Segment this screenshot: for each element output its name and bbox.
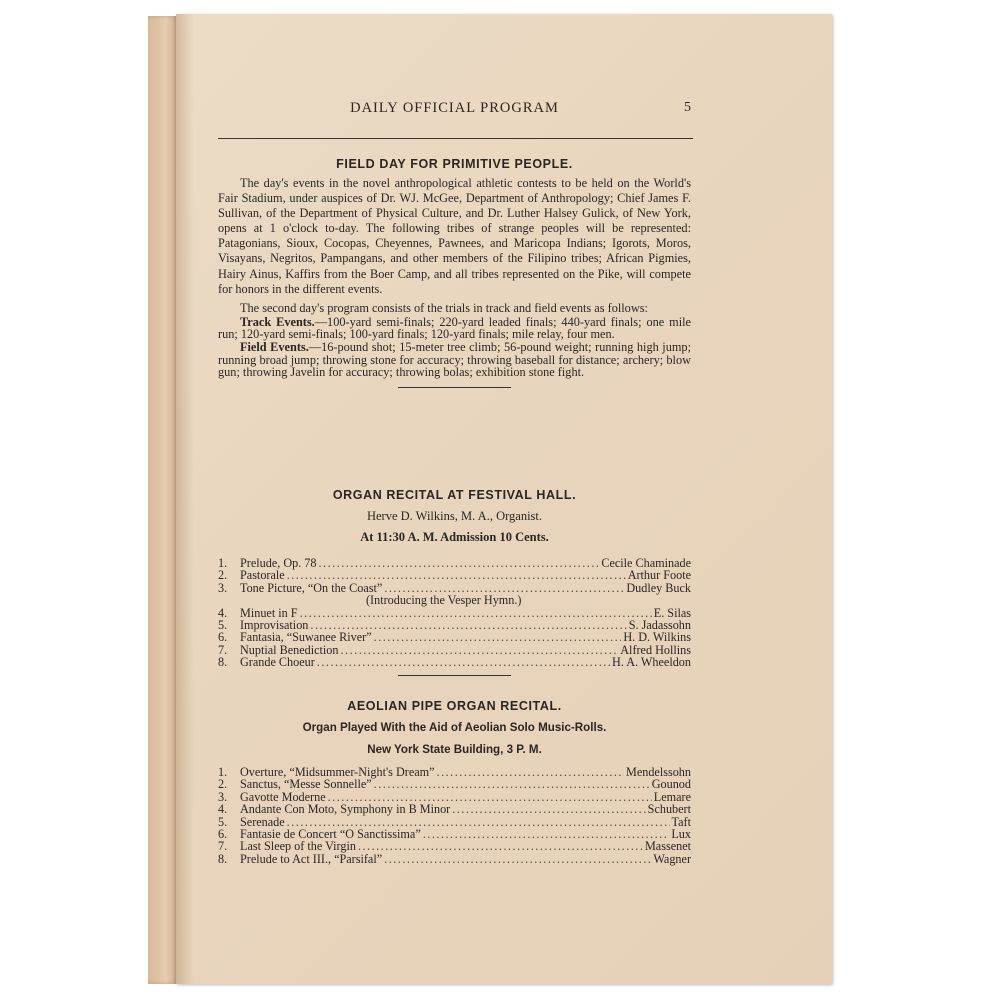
item-number: 6. <box>218 630 228 645</box>
item-number: 2. <box>218 568 228 583</box>
header-rule <box>218 138 693 139</box>
item-number: 6. <box>218 827 228 842</box>
program-item <box>218 656 691 668</box>
aeolian-title: AEOLIAN PIPE ORGAN RECITAL. <box>347 699 562 713</box>
item-title: Serenade <box>240 814 285 829</box>
item-composer: Wagner <box>653 851 691 866</box>
item-title: Grande Choeur <box>240 655 315 670</box>
item-number: 2. <box>218 777 228 792</box>
item-composer: Lemare <box>653 789 691 804</box>
facing-page-edge <box>148 16 178 984</box>
time-admission-line: At 11:30 A. M. Admission 10 Cents. <box>360 530 549 544</box>
item-composer: Arthur Foote <box>627 568 691 583</box>
field-events-label: Field Events. <box>240 340 309 355</box>
item-number: 7. <box>218 839 228 854</box>
field-day-section <box>218 157 691 388</box>
item-number: 3. <box>218 789 228 804</box>
leader-dots <box>374 778 650 790</box>
running-header <box>218 100 691 130</box>
leader-dots <box>317 656 610 668</box>
track-events-paragraph <box>218 316 691 341</box>
item-title: Gavotte Moderne <box>240 789 326 804</box>
header-title: DAILY OFFICIAL PROGRAM <box>350 100 559 116</box>
item-title: Andante Con Moto, Symphony in B Minor <box>240 802 451 817</box>
document-page <box>176 14 832 984</box>
item-number: 5. <box>218 814 228 829</box>
item-title: Improvisation <box>240 618 309 633</box>
item-composer: Taft <box>671 814 691 829</box>
leader-dots <box>358 840 643 852</box>
item-number: 7. <box>218 642 228 657</box>
leader-dots <box>319 557 600 569</box>
section-divider <box>398 387 511 388</box>
item-composer: Dudley Buck <box>626 580 691 595</box>
item-composer: S. Jadassohn <box>628 618 691 633</box>
item-title: Overture, “Midsummer-Night's Dream” <box>240 765 435 779</box>
track-events-text: —100-yard semi-finals; 220-yard leaded finals; 440-yard finals; one mile run; 120-yard semi-finals; 100-yard finals; 120-yard finals; mile relay, four men. <box>218 314 691 342</box>
item-number: 3. <box>218 580 228 595</box>
item-title: Prelude, Op. 78 <box>240 556 317 570</box>
item-number: 1. <box>218 556 228 570</box>
item-composer: Alfred Hollins <box>620 642 691 657</box>
program-item <box>218 853 691 865</box>
program-item <box>218 778 691 790</box>
item-number: 8. <box>218 655 228 670</box>
item-title: Minuet in F <box>240 605 298 620</box>
aeolian-location: New York State Building, 3 P. M. <box>367 743 542 756</box>
aeolian-subtitle: Organ Played With the Aid of Aeolian Solo Music-Rolls. <box>302 721 607 734</box>
item-composer: Mendelssohn <box>626 765 691 779</box>
item-title: Sanctus, “Messe Sonnelle” <box>240 777 372 792</box>
program-item <box>218 840 691 852</box>
item-composer: H. A. Wheeldon <box>612 655 691 670</box>
aeolian-program <box>218 766 691 865</box>
item-title: Prelude to Act III., “Parsifal” <box>240 851 383 866</box>
leader-dots <box>341 644 619 656</box>
item-composer: Gounod <box>651 777 691 792</box>
item-composer: Lux <box>671 827 691 842</box>
leader-dots <box>437 766 624 778</box>
item-number: 4. <box>218 605 228 620</box>
program-item <box>218 631 691 643</box>
organ-recital-program <box>218 557 691 669</box>
leader-dots <box>452 803 645 815</box>
program-item <box>218 803 691 815</box>
item-title: Fantasie de Concert “O Sanctissima” <box>240 827 421 842</box>
item-composer: Cecile Chaminade <box>601 556 691 570</box>
leader-dots <box>287 569 626 581</box>
program-item <box>218 557 691 569</box>
field-day-paragraph-1: The day's events in the novel anthropological athletic contests to be held on the World's Fair Stadium, under auspices of Dr. WJ. McGee, Department of Anthropology; Chief James F. Sullivan, of the Department of Physical Culture, and Dr. Luther Halsey Gulick, of New York, opens at 1 o'clock to-day. The following tribes of strange peoples will be represented: Patagonians, Sioux, Cocopas, Cheyennes, Pawnees, and Maricopa Indians; Igorots, Moros, Visayans, Negritos, Pampangans, and other members of the Filipino tribes; African Pigmies, Hairy Ainus, Kaffirs from the Boer Camp, and all tribes represented on the Pike, will compete for honors in the different events. <box>218 176 691 296</box>
aeolian-section <box>218 699 691 865</box>
program-note: (Introducing the Vesper Hymn.) <box>366 593 522 608</box>
leader-dots <box>423 828 670 840</box>
item-composer: Massenet <box>644 839 691 854</box>
item-number: 5. <box>218 618 228 633</box>
page-number: 5 <box>684 100 691 115</box>
field-day-paragraph-2: The second day's program consists of the trials in track and field events as follows: <box>240 300 648 315</box>
track-events-label: Track Events. <box>240 314 315 329</box>
organ-recital-section <box>218 488 691 676</box>
field-events-text: —16-pound shot; 15-meter tree climb; 56-pound weight; running high jump; running broad jump; throwing stone for accuracy; throwing baseball for distance; archery; blow gun; throwing Javelin for accuracy; throwing bolas; exhibition stone fight. <box>218 340 691 380</box>
item-number: 8. <box>218 851 228 866</box>
item-number: 4. <box>218 802 228 817</box>
organist-line: Herve D. Wilkins, M. A., Organist. <box>366 509 543 523</box>
item-composer: H. D. Wilkins <box>623 630 691 645</box>
field-day-title: FIELD DAY FOR PRIMITIVE PEOPLE. <box>336 157 573 171</box>
program-item <box>218 569 691 581</box>
item-composer: Schubert <box>647 802 691 817</box>
item-composer: E. Silas <box>653 605 691 620</box>
item-title: Nuptial Benediction <box>240 642 339 657</box>
item-number: 1. <box>218 765 228 779</box>
organ-recital-title: ORGAN RECITAL AT FESTIVAL HALL. <box>332 488 577 502</box>
item-title: Tone Picture, “On the Coast” <box>240 580 383 595</box>
item-title: Fantasia, “Suwanee River” <box>240 630 372 645</box>
item-title: Pastorale <box>240 568 285 583</box>
leader-dots <box>384 853 651 865</box>
leader-dots <box>300 607 652 619</box>
leader-dots <box>374 631 622 643</box>
section-divider <box>398 675 511 676</box>
item-title: Last Sleep of the Virgin <box>240 839 356 854</box>
field-events-paragraph <box>218 341 691 379</box>
